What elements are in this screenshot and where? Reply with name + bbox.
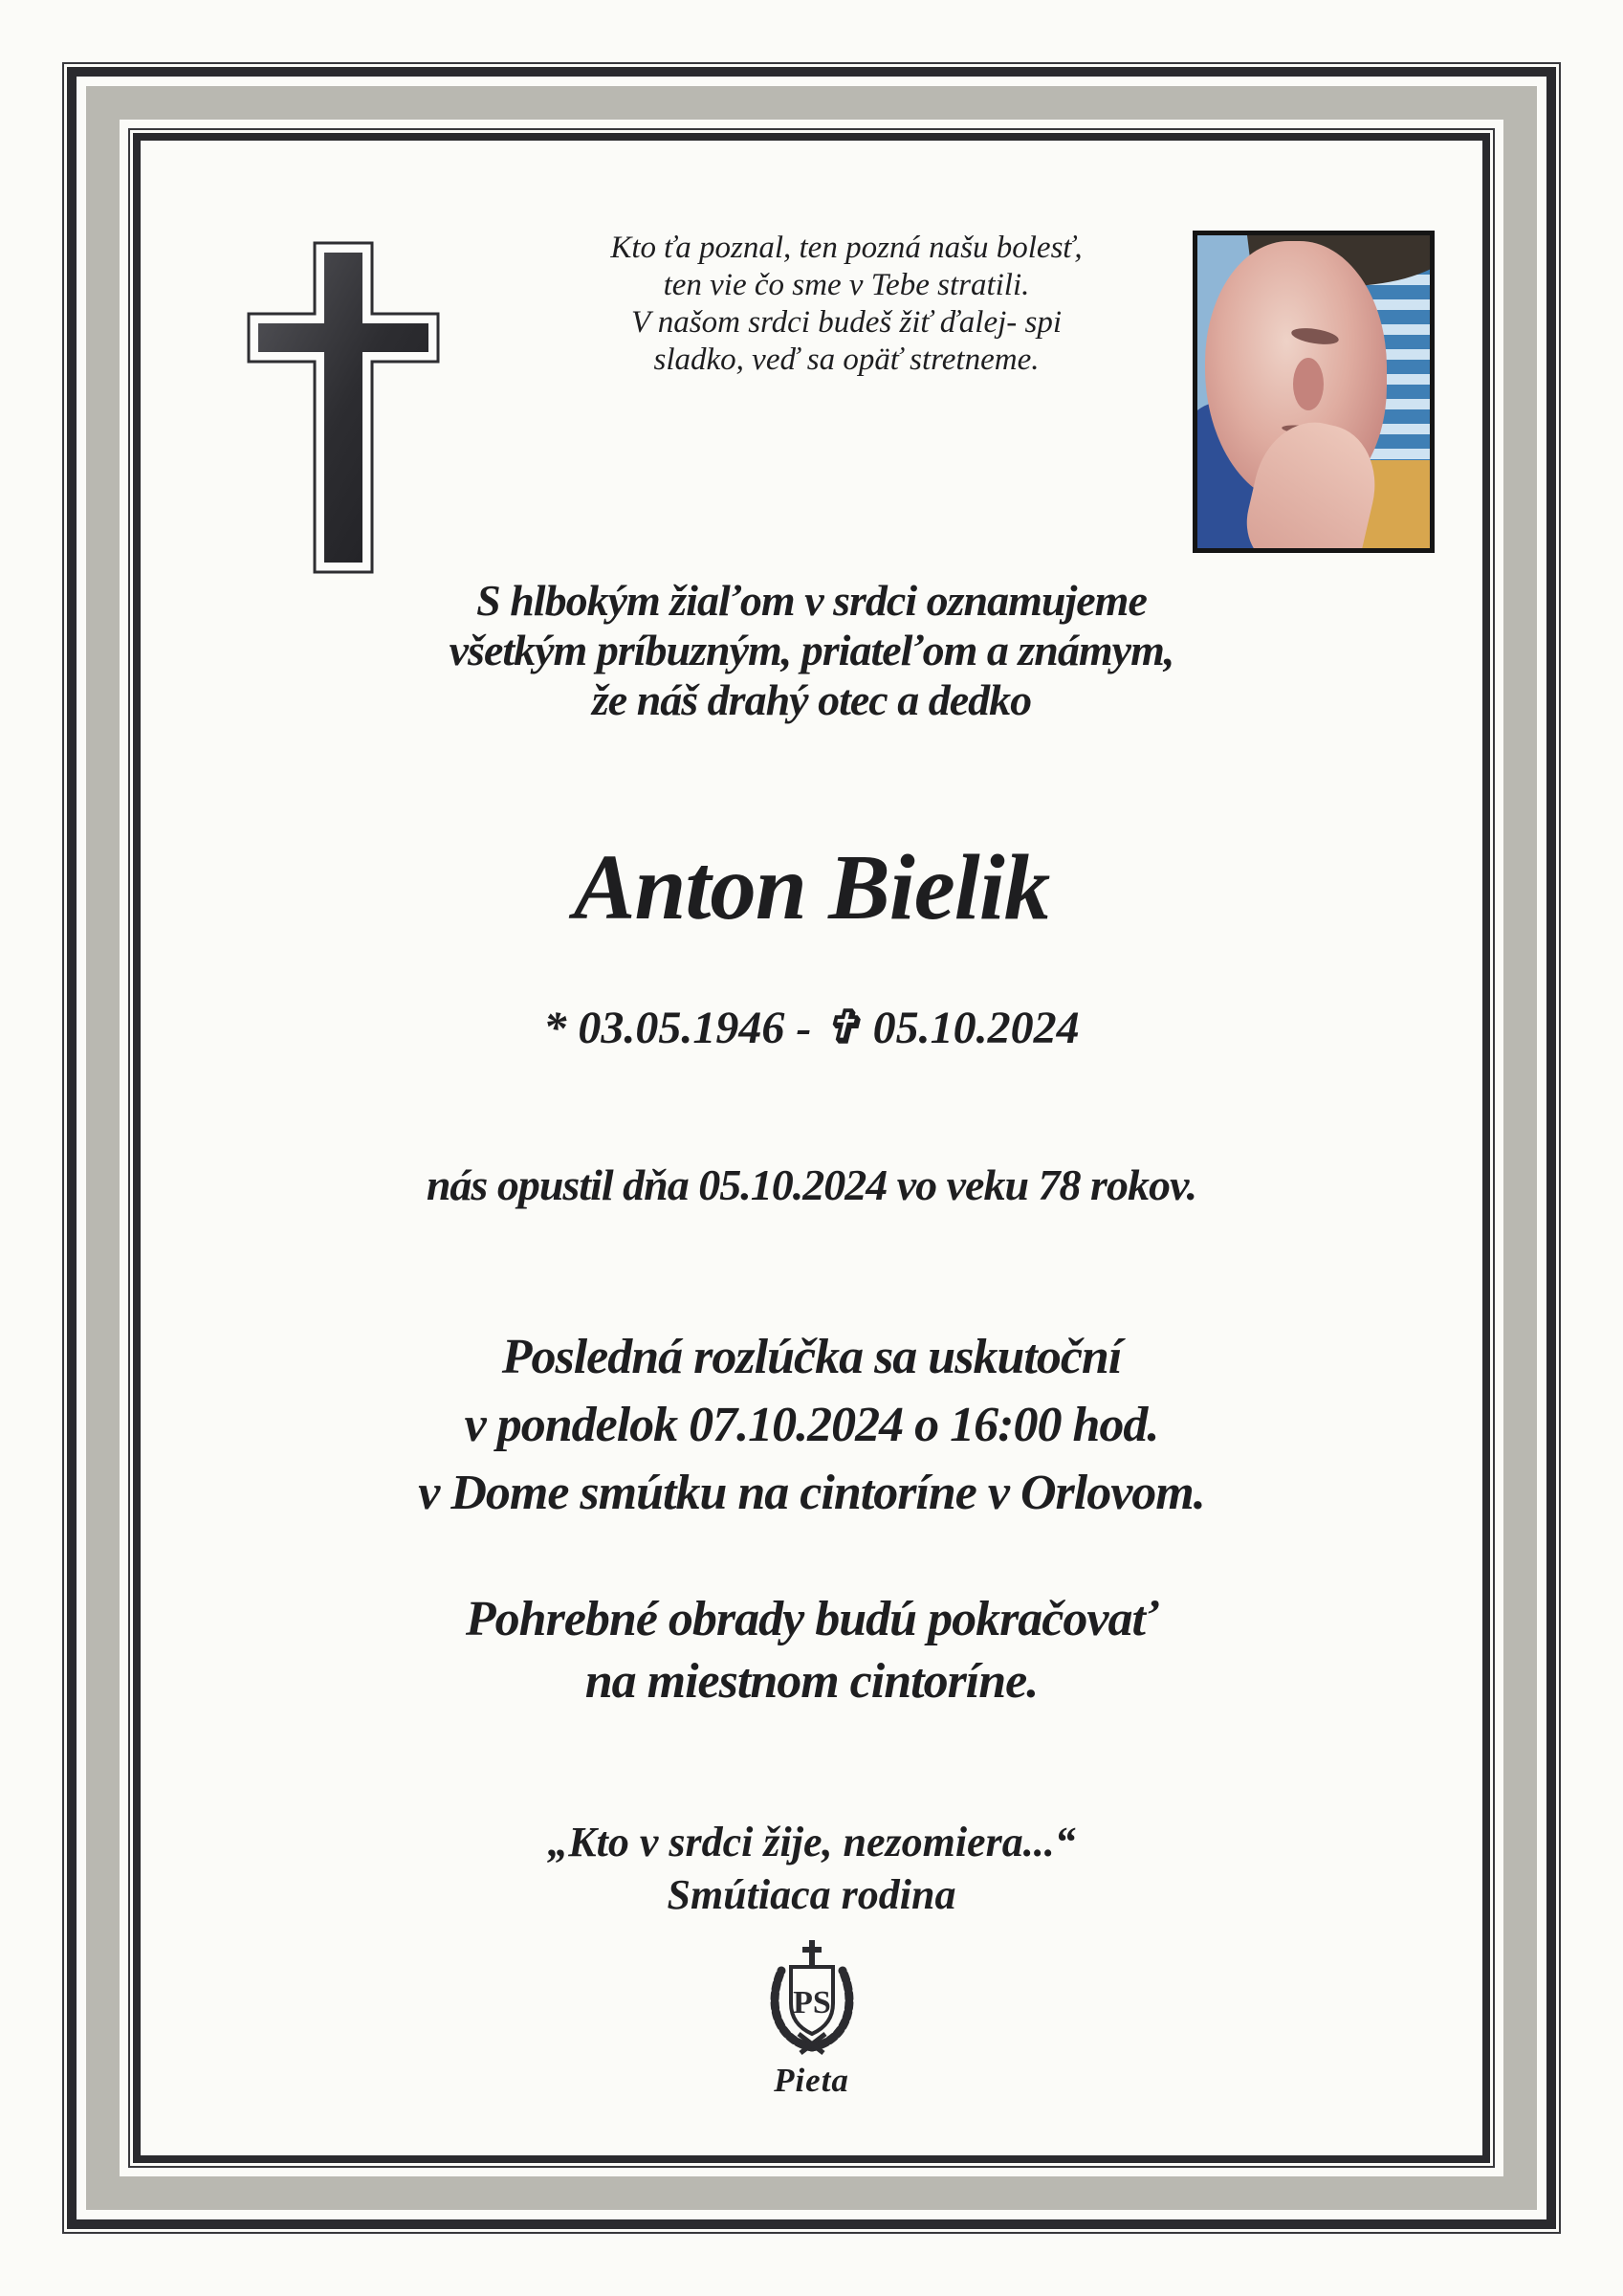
closing-section [141, 1816, 1482, 1921]
announcement-line: že náš drahý otec a dedko [591, 675, 1032, 724]
continuation-line: Pohrebné obrady budú pokračovať [465, 1592, 1158, 1646]
top-quote-line: ten vie čo sme v Tebe stratili. [663, 268, 1030, 302]
grieving-family: Smútiaca rodina [667, 1871, 956, 1918]
top-quote-line: V našom srdci budeš žiť ďalej- spi [630, 305, 1063, 340]
latin-cross-icon [802, 1940, 822, 1965]
pieta-logo-label: Pieta [774, 2062, 849, 2099]
farewell-line: v Dome smútku na cintoríne v Orlovom. [418, 1466, 1205, 1520]
farewell-line: Posledná rozlúčka sa uskutoční [501, 1330, 1122, 1384]
top-quote-line: Kto ťa poznal, ten pozná našu bolesť, [610, 231, 1083, 265]
passing-notice: nás opustil dňa 05.10.2024 vo veku 78 rokov. [426, 1160, 1197, 1209]
cross-body [258, 253, 428, 563]
announcement-line: S hlbokým žiaľom v srdci oznamujeme [476, 576, 1147, 625]
cross-icon [247, 241, 440, 574]
burial-continuation [141, 1588, 1482, 1712]
pieta-logo [141, 1938, 1482, 2100]
closing-quote: „Kto v srdci žije, nezomiera...“ [547, 1819, 1076, 1866]
logo-initials: PS [792, 1985, 831, 2020]
portrait-photo [1193, 231, 1435, 553]
life-dates: * 03.05.1946 - ✞ 05.10.2024 [543, 1003, 1080, 1053]
memorial-cross-image [247, 241, 440, 574]
announcement-line: všetkým príbuzným, priateľom a známym, [449, 626, 1174, 674]
pieta-logo-emblem [758, 1938, 866, 2055]
farewell-line: v pondelok 07.10.2024 o 16:00 hod. [464, 1398, 1159, 1452]
announcement-text [141, 576, 1482, 725]
top-quote-line: sladko, veď sa opäť stretneme. [653, 342, 1040, 377]
continuation-line: na miestnom cintoríne. [584, 1654, 1039, 1709]
top-quote [521, 230, 1172, 379]
farewell-details [141, 1323, 1482, 1527]
deceased-name: Anton Bielik [573, 836, 1050, 938]
photo-nose-shadow [1293, 358, 1324, 410]
